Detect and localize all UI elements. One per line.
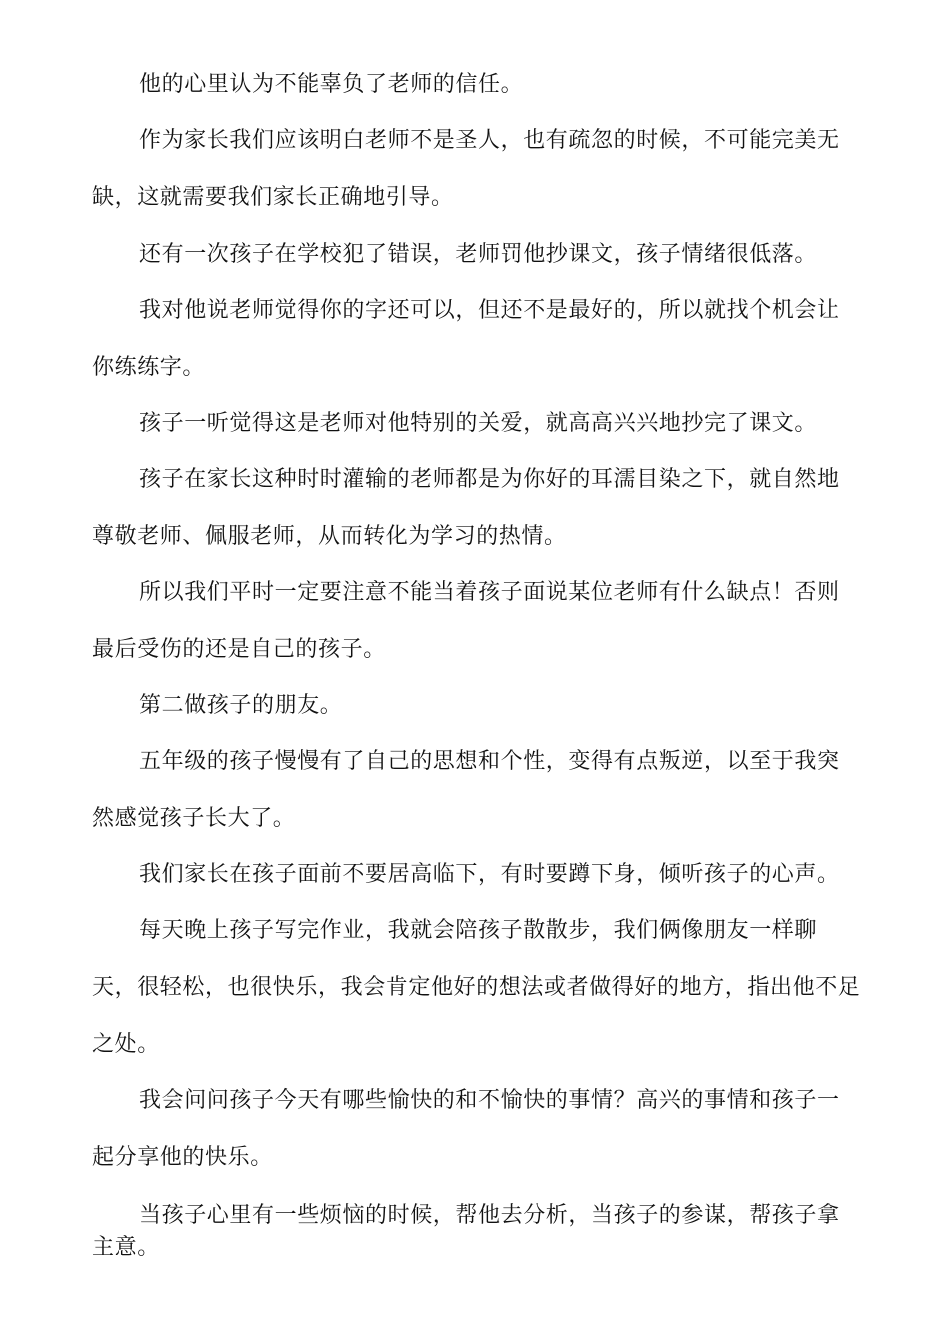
paragraph-1: 他的心里认为不能辜负了老师的信任。 [139, 72, 524, 97]
paragraph-10: 我们家长在孩子面前不要居高临下，有时要蹲下身，倾听孩子的心声。 [139, 862, 840, 887]
paragraph-11: 每天晚上孩子写完作业，我就会陪孩子散散步，我们俩像朋友一样聊天，很轻松，也很快乐，我会肯定他好的想法或者做得好的地方，指出他不足之处。 [92, 918, 861, 1057]
paragraph-13: 当孩子心里有一些烦恼的时候，帮他去分析，当孩子的参谋，帮孩子拿主意。 [92, 1203, 840, 1260]
paragraph-3: 还有一次孩子在学校犯了错误，老师罚他抄课文，孩子情绪很低落。 [139, 242, 818, 267]
paragraph-9: 五年级的孩子慢慢有了自己的思想和个性，变得有点叛逆，以至于我突然感觉孩子长大了。 [92, 749, 840, 831]
paragraph-7: 所以我们平时一定要注意不能当着孩子面说某位老师有什么缺点！否则最后受伤的还是自己的孩子。 [92, 580, 840, 662]
paragraph-5: 孩子一听觉得这是老师对他特别的关爱，就高高兴兴地抄完了课文。 [139, 411, 818, 436]
paragraph-6: 孩子在家长这种时时灌输的老师都是为你好的耳濡目染之下，就自然地尊敬老师、佩服老师，从而转化为学习的热情。 [92, 467, 840, 549]
paragraph-4: 我对他说老师觉得你的字还可以，但还不是最好的，所以就找个机会让你练练字。 [92, 298, 840, 380]
paragraph-12: 我会问问孩子今天有哪些愉快的和不愉快的事情？高兴的事情和孩子一起分享他的快乐。 [92, 1088, 840, 1170]
paragraph-8: 第二做孩子的朋友。 [139, 693, 343, 718]
paragraph-2: 作为家长我们应该明白老师不是圣人，也有疏忽的时候，不可能完美无缺，这就需要我们家长正确地引导。 [92, 128, 840, 210]
